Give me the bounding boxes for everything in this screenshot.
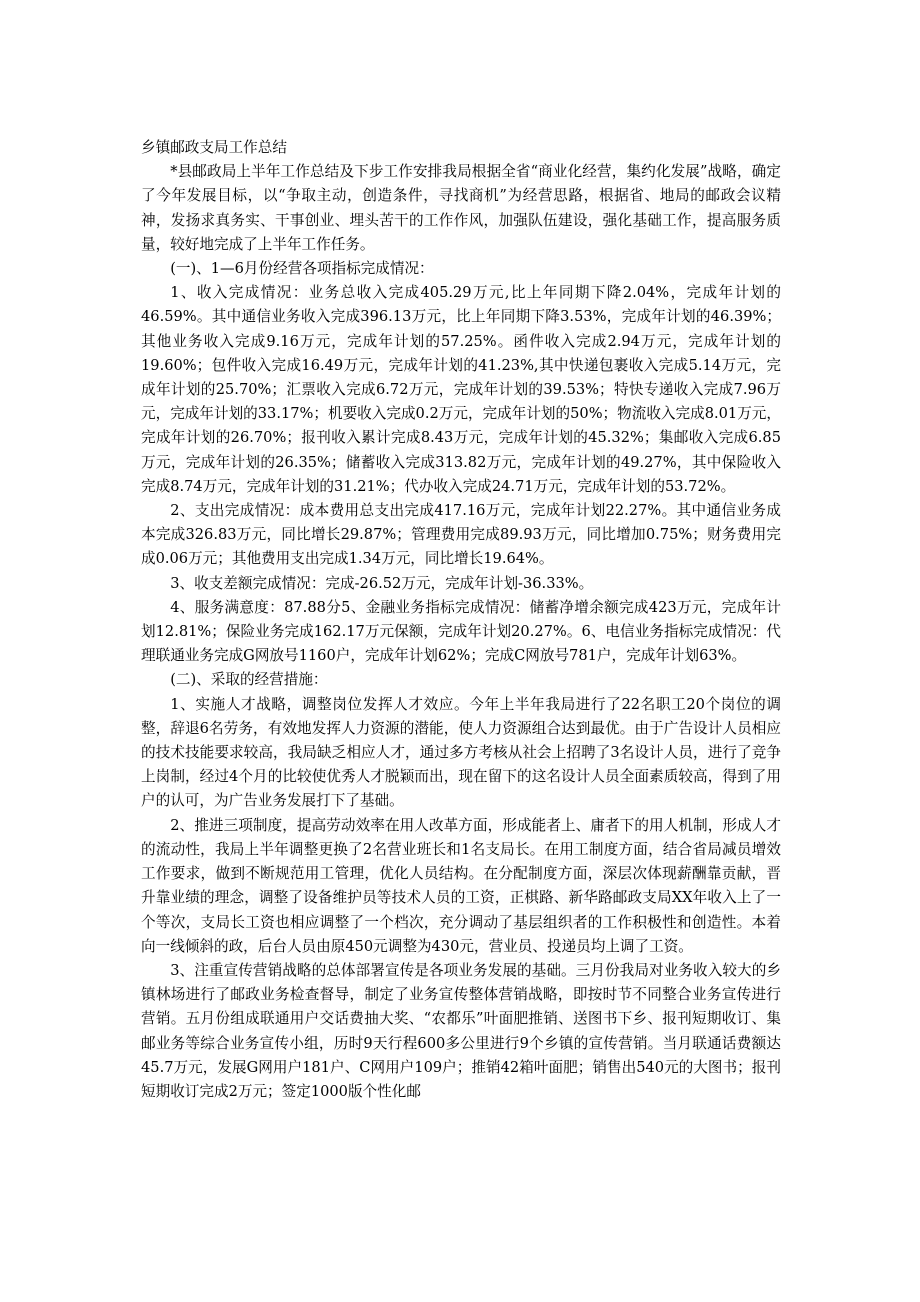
section-heading-indicators: (一)、1—6月份经营各项指标完成情况： (170, 260, 434, 278)
section-heading-measures: (二)、采取的经营措施： (170, 671, 328, 689)
paragraph-talent-strategy: 1、实施人才战略，调整岗位发挥人才效应。今年上半年我局进行了22名职工20个岗位的调整，辞退6名劳务，有效地发挥人力资源的潜能，使人力资源组合达到最优。由于广告设计人员相应的技术技能要求较高，我局缺乏相应人才，通过多方考核从社会上招聘了3名设计人员，进行了竞争上岗制，经过4个月的比较使优秀人才脱颖而出，现在留下的这名设计人员全面素质较高，得到了用户的认可，为广告业务发展打下了基础。 (141, 695, 781, 810)
paragraph-income: 1、收入完成情况：业务总收入完成405.29万元,比上年同期下降2.04%，完成年计划的46.59%。其中通信业务收入完成396.13万元，比上年同期下降3.53%，完成年计划的46.39%；其他业务收入完成9.16万元，完成年计划的57.25%。函件收入完成2.94万元，完成年计划的19.60%；包件收入完成16.49万元，完成年计划的41.23%,其中快递包裹收入完成5.14万元，完成年计划的25.70%；汇票收入完成6.72万元，完成年计划的39.53%；特快专递收入完成7.96万元，完成年计划的33.17%；机要收入完成0.2万元，完成年计划的50%；物流收入完成8.01万元，完成年计划的26.70%；报刊收入累计完成8.43万元，完成年计划的45.32%；集邮收入完成6.85万元，完成年计划的26.35%；储蓄收入完成313.82万元，完成年计划的49.27%，其中保险收入完成8.74万元，完成年计划的31.21%；代办收入完成24.71万元，完成年计划的53.72%。 (141, 284, 781, 495)
intro-paragraph: *县邮政局上半年工作总结及下步工作安排我局根据全省“商业化经营，集约化发展”战略，确定了今年发展目标，以“争取主动，创造条件，寻找商机”为经营思路，根据省、地局的邮政会议精神，发扬求真务实、干事创业、埋头苦干的工作作风，加强队伍建设，强化基础工作，提高服务质量，较好地完成了上半年工作任务。 (141, 163, 781, 253)
paragraph-service-finance-telecom: 4、服务满意度：87.88分5、金融业务指标完成情况：储蓄净增余额完成423万元，完成年计划12.81%；保险业务完成162.17万元保额，完成年计划20.27%。6、电信业务指标完成情况：代理联通业务完成G网放号1160户，完成年计划62%；完成C网放号781户，完成年计划63%。 (141, 598, 781, 665)
document-title: 乡镇邮政支局工作总结 (141, 139, 287, 156)
paragraph-three-systems: 2、推进三项制度，提高劳动效率在用人改革方面，形成能者上、庸者下的用人机制，形成人才的流动性，我局上半年调整更换了2名营业班长和1名支局长。在用工制度方面，结合省局减员增效工作要求，做到不断规范用工管理，优化人员结构。在分配制度方面，深层次体现薪酬靠贡献，晋升靠业绩的理念，调整了设备维护员等技术人员的工资，正棋路、新华路邮政支局XX年收入上了一个等次，支局长工资也相应调整了一个档次，充分调动了基层组织者的工作积极性和创造性。本着向一线倾斜的政，后台人员由原450元调整为430元，营业员、投递员均上调了工资。 (141, 816, 781, 955)
paragraph-expenditure: 2、支出完成情况：成本费用总支出完成417.16万元，完成年计划22.27%。其中通信业务成本完成326.83万元，同比增长29.87%；管理费用完成89.93万元，同比增加0.75%；财务费用完成0.06万元；其他费用支出完成1.34万元，同比增长19.64%。 (141, 502, 781, 568)
paragraph-marketing: 3、注重宣传营销战略的总体部署宣传是各项业务发展的基础。三月份我局对业务收入较大的乡镇林场进行了邮政业务检查督导，制定了业务宣传整体营销战略，即按时节不同整合业务宣传进行营销。五月份组成联通用户交话费抽大奖、“农都乐”叶面肥推销、送图书下乡、报刊短期收订、集邮业务等综合业务宣传小组，历时9天行程600多公里进行9个乡镇的宣传营销。当月联通话费额达45.7万元，发展G网用户181户、C网用户109户；推销42箱叶面肥；销售出540元的大图书；报刊短期收订完成2万元；签定1000版个性化邮 (141, 961, 781, 1100)
paragraph-balance: 3、收支差额完成情况：完成-26.52万元，完成年计划-36.33%。 (170, 574, 594, 592)
document-page (141, 136, 781, 1104)
